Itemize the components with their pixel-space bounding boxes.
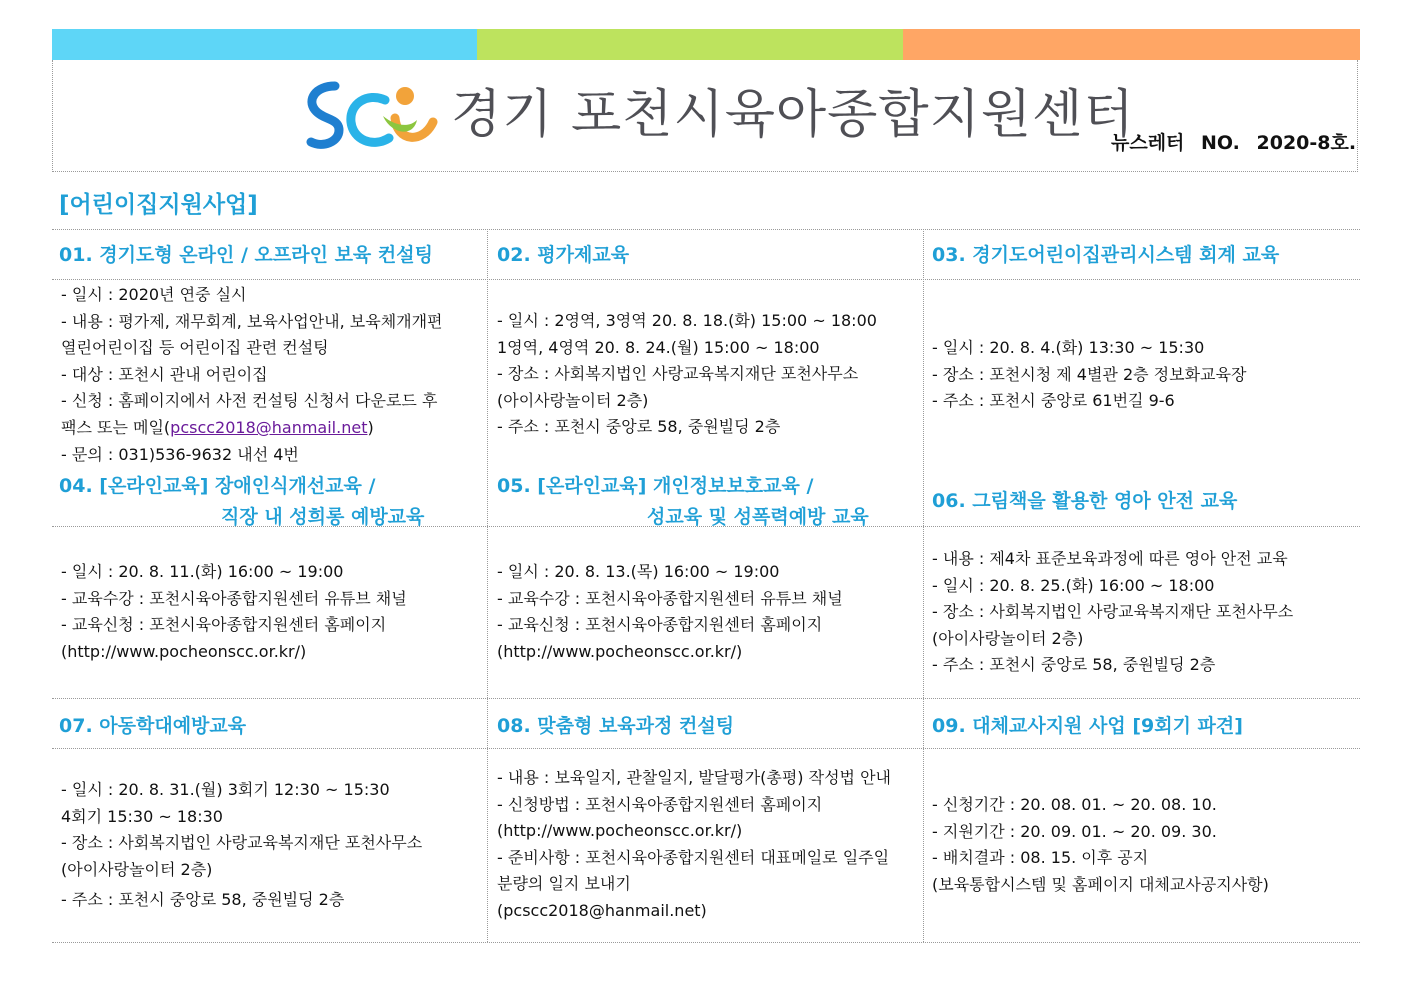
detail-line-text: ) xyxy=(367,417,374,437)
detail-line: - 일시 : 20. 8. 25.(화) 16:00 ~ 18:00 xyxy=(932,575,1215,595)
divider xyxy=(923,229,924,942)
program-details-05 xyxy=(497,559,843,665)
program-title-07: 07. 아동학대예방교육 xyxy=(59,715,247,737)
program-details-01 xyxy=(61,282,443,468)
program-details-03 xyxy=(932,335,1246,415)
detail-line: - 일시 : 2영역, 3영역 20. 8. 18.(화) 15:00 ~ 18:00 xyxy=(497,311,877,330)
section-title: [어린이집지원사업] xyxy=(59,192,258,218)
program-title-01: 01. 경기도형 온라인 / 오프라인 보육 컨설팅 xyxy=(59,244,433,266)
detail-line: - 일시 : 20. 8. 11.(화) 16:00 ~ 19:00 xyxy=(61,562,344,581)
divider xyxy=(52,942,1360,943)
detail-line: (http://www.pocheonscc.or.kr/) xyxy=(61,641,307,661)
email-link[interactable]: pcscc2018@hanmail.net xyxy=(170,417,368,437)
detail-line: - 주소 : 포천시 중앙로 61번길 9-6 xyxy=(932,391,1175,411)
detail-line: (아이사랑놀이터 2층) xyxy=(61,859,213,879)
detail-line: - 대상 : 포천시 관내 어린이집 xyxy=(61,364,268,384)
program-details-02 xyxy=(497,308,877,441)
detail-line: - 신청기간 : 20. 08. 01. ~ 20. 08. 10. xyxy=(932,795,1217,814)
detail-line xyxy=(61,415,443,442)
program-details-09 xyxy=(932,792,1269,898)
detail-line: - 주소 : 포천시 중앙로 58, 중원빌딩 2층 xyxy=(497,417,781,437)
detail-line: - 내용 : 평가제, 재무회계, 보육사업안내, 보육체개개편 xyxy=(61,311,443,331)
program-details-04 xyxy=(61,559,407,665)
detail-line: (pcscc2018@hanmail.net) xyxy=(497,900,707,920)
program-title-05: 05. [온라인교육] 개인정보보호교육 / xyxy=(497,475,814,497)
detail-line: 1영역, 4영역 20. 8. 24.(월) 15:00 ~ 18:00 xyxy=(497,337,820,357)
detail-line: (아이사랑놀이터 2층) xyxy=(497,390,649,410)
program-title-02: 02. 평가제교육 xyxy=(497,244,630,266)
color-bar-green xyxy=(477,29,903,60)
detail-line: - 내용 : 보육일지, 관찰일지, 발달평가(총평) 작성법 안내 xyxy=(497,768,891,787)
newsletter-number: 뉴스레터 NO. 2020-8호. xyxy=(1111,132,1357,154)
detail-line: - 장소 : 사회복지법인 사랑교육복지재단 포천사무소 xyxy=(932,602,1294,622)
program-title-09: 09. 대체교사지원 사업 [9회기 파견] xyxy=(932,715,1243,737)
detail-line: - 장소 : 사회복지법인 사랑교육복지재단 포천사무소 xyxy=(61,833,423,853)
detail-line: (보육통합시스템 및 홈페이지 대체교사공지사항) xyxy=(932,874,1269,894)
divider xyxy=(487,229,488,942)
detail-line-text: 팩스 또는 메일( xyxy=(61,417,171,437)
detail-line: - 내용 : 제4차 표준보육과정에 따른 영아 안전 교육 xyxy=(932,549,1288,568)
detail-line: (http://www.pocheonscc.or.kr/) xyxy=(497,641,743,661)
detail-line: - 지원기간 : 20. 09. 01. ~ 20. 09. 30. xyxy=(932,821,1217,841)
divider xyxy=(52,229,1360,230)
detail-line: - 신청 : 홈페이지에서 사전 컨설팅 신청서 다운로드 후 xyxy=(61,391,438,411)
detail-line: 4회기 15:30 ~ 18:30 xyxy=(61,806,223,826)
divider xyxy=(52,279,1360,280)
program-subtitle-04: 직장 내 성희롱 예방교육 xyxy=(221,506,425,528)
detail-line: 분량의 일지 보내기 xyxy=(497,874,631,894)
detail-line: - 주소 : 포천시 중앙로 58, 중원빌딩 2층 xyxy=(61,890,345,910)
detail-line: - 문의 : 031)536-9632 내선 4번 xyxy=(61,444,299,464)
divider xyxy=(52,748,1360,749)
program-title-08: 08. 맞춤형 보육과정 컨설팅 xyxy=(497,715,735,737)
program-title-06: 06. 그림책을 활용한 영아 안전 교육 xyxy=(932,490,1238,512)
color-bar-orange xyxy=(903,29,1360,60)
detail-line: - 일시 : 2020년 연중 실시 xyxy=(61,285,247,304)
program-title-04: 04. [온라인교육] 장애인식개선교육 / xyxy=(59,475,376,497)
detail-line: - 신청방법 : 포천시육아종합지원센터 홈페이지 xyxy=(497,794,823,814)
center-logo xyxy=(305,78,443,158)
divider xyxy=(52,698,1360,699)
detail-line: (http://www.pocheonscc.or.kr/) xyxy=(497,821,743,841)
detail-line: - 장소 : 포천시청 제 4별관 2층 정보화교육장 xyxy=(932,364,1247,384)
detail-line: - 일시 : 20. 8. 13.(목) 16:00 ~ 19:00 xyxy=(497,562,780,581)
detail-line: - 장소 : 사회복지법인 사랑교육복지재단 포천사무소 xyxy=(497,364,859,384)
program-details-08 xyxy=(497,765,891,925)
detail-line: 열린어린이집 등 어린이집 관련 컨설팅 xyxy=(61,338,329,358)
program-subtitle-05: 성교육 및 성폭력예방 교육 xyxy=(647,506,869,528)
detail-line: - 일시 : 20. 8. 31.(월) 3회기 12:30 ~ 15:30 xyxy=(61,780,390,799)
program-details-06 xyxy=(932,546,1293,679)
program-details-07 xyxy=(61,777,422,914)
detail-line: - 일시 : 20. 8. 4.(화) 13:30 ~ 15:30 xyxy=(932,338,1205,357)
detail-line: - 배치결과 : 08. 15. 이후 공지 xyxy=(932,848,1149,868)
detail-line: - 준비사항 : 포천시육아종합지원센터 대표메일로 일주일 xyxy=(497,847,890,867)
org-name: 경기 포천시육아종합지원센터 xyxy=(451,85,1135,145)
detail-line: - 교육수강 : 포천시육아종합지원센터 유튜브 채널 xyxy=(61,588,407,608)
program-title-03: 03. 경기도어린이집관리시스템 회계 교육 xyxy=(932,244,1280,266)
detail-line: - 주소 : 포천시 중앙로 58, 중원빌딩 2층 xyxy=(932,655,1216,675)
detail-line: - 교육신청 : 포천시육아종합지원센터 홈페이지 xyxy=(497,615,823,635)
detail-line: (아이사랑놀이터 2층) xyxy=(932,628,1084,648)
newsletter-header xyxy=(52,60,1358,172)
color-bar-blue xyxy=(52,29,477,60)
detail-line: - 교육수강 : 포천시육아종합지원센터 유튜브 채널 xyxy=(497,588,843,608)
detail-line: - 교육신청 : 포천시육아종합지원센터 홈페이지 xyxy=(61,615,387,635)
